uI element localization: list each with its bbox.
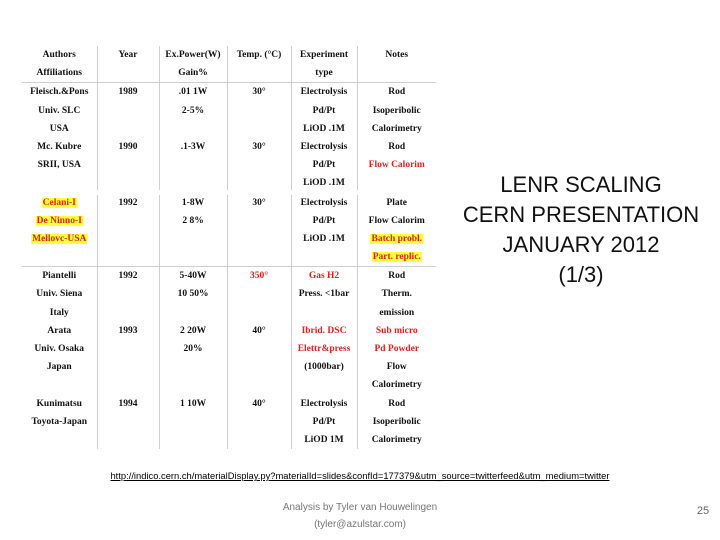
cell-line: Univ. SLC (38, 105, 81, 116)
cell-line: 2 8% (182, 215, 204, 226)
cell-line (228, 304, 291, 322)
cell-line: 20% (183, 344, 203, 354)
title-line-2: CERN PRESENTATION (462, 202, 700, 227)
footer-email: (tyler@azulstar.com) (314, 519, 406, 530)
cell-line: 10 50% (177, 289, 209, 300)
cell-line: Flow Calorim (368, 215, 425, 226)
cell-line: Isoperibolic (372, 416, 421, 427)
cell-line: Electrolysis (300, 141, 348, 152)
footer-credit (255, 499, 465, 533)
cell-line: Gain% (178, 68, 208, 79)
title-line-3: JANUARY 2012 (502, 232, 660, 257)
table-cell (159, 193, 227, 267)
cell-line: Mc. Kubre (37, 141, 82, 152)
cell-line: Calorimetry (371, 434, 422, 445)
cell-line (228, 340, 291, 358)
table-cell (291, 46, 357, 83)
cell-line: 1 10W (179, 398, 207, 409)
cell-line: Experiment (299, 50, 349, 60)
table-row (22, 46, 436, 83)
cell-line: 1994 (118, 398, 138, 409)
cell-line: Arata (47, 325, 72, 336)
cell-line: emission (379, 307, 415, 318)
cell-line (160, 376, 227, 394)
table-cell (291, 267, 357, 449)
cell-line: (1000bar) (304, 362, 344, 373)
table-cell (357, 267, 436, 449)
cell-line: 30° (252, 87, 266, 98)
cell-line (98, 120, 159, 138)
cell-line: LiOD 1M (304, 434, 344, 445)
cell-line: Toyota-Japan (31, 416, 88, 427)
table-row (22, 193, 436, 267)
cell-line: 1992 (118, 271, 138, 282)
cell-line: Pd/Pt (312, 105, 336, 116)
cell-line: 1989 (118, 87, 138, 98)
cell-line: 1992 (118, 197, 138, 208)
cell-line: 1990 (118, 141, 138, 152)
table-row (22, 83, 436, 193)
table-row (22, 267, 436, 449)
cell-line: Elettr&press (297, 344, 351, 354)
table-cell (22, 83, 97, 193)
data-table (22, 46, 436, 449)
cell-line (160, 120, 227, 138)
cell-line: Notes (385, 50, 409, 60)
cell-line: De Ninno-I (36, 215, 82, 226)
source-link[interactable]: http://indico.cern.ch/materialDisplay.py?materialId=slides&confId=177379&utm_source=twitterfeed&utm_medium=twitter (110, 470, 610, 481)
cell-line (98, 102, 159, 120)
cell-line: Affiliations (36, 68, 82, 79)
table-cell (22, 193, 97, 267)
cell-line: 30° (252, 141, 266, 152)
table-cell (97, 46, 159, 83)
cell-line: USA (49, 123, 69, 134)
lenr-data-table (22, 46, 436, 446)
table-cell (97, 193, 159, 267)
cell-line: Electrolysis (300, 87, 348, 98)
cell-line: Electrolysis (300, 197, 348, 208)
page-number: 25 (696, 505, 710, 517)
cell-line: Authors (42, 50, 76, 60)
cell-line: Part. replic. (372, 252, 421, 263)
cell-line: Celani-I (42, 197, 76, 208)
cell-line: Press. <1bar (298, 289, 350, 300)
cell-line: Flow Calorim (368, 160, 425, 171)
cell-line: Pd/Pt (312, 416, 336, 427)
cell-line: 40° (252, 325, 266, 336)
cell-line (98, 376, 159, 394)
cell-line: Pd Powder (374, 344, 420, 354)
table-cell (159, 267, 227, 449)
cell-line (160, 304, 227, 322)
cell-line: Gas H2 (308, 271, 340, 282)
cell-line: Kunimatsu (36, 398, 82, 409)
cell-line: Flow (386, 362, 407, 373)
cell-line (292, 304, 357, 322)
cell-line (98, 304, 159, 322)
table-break (22, 190, 436, 195)
cell-line: Electrolysis (300, 398, 348, 409)
table-cell (291, 83, 357, 193)
footer-author: Analysis by Tyler van Houwelingen (282, 502, 438, 513)
cell-line: Pd/Pt (312, 215, 336, 226)
cell-line: 30° (252, 197, 266, 208)
cell-line: Batch probl. (371, 233, 422, 244)
cell-line (98, 285, 159, 303)
table-cell (357, 193, 436, 267)
table-cell (227, 46, 291, 83)
cell-line (228, 358, 291, 376)
cell-line: 350° (249, 271, 269, 282)
cell-line: Univ. Osaka (34, 344, 85, 354)
table-cell (22, 267, 97, 449)
slide-title (452, 170, 710, 290)
cell-line: 40° (252, 398, 266, 409)
cell-line (160, 358, 227, 376)
cell-line: Plate (386, 197, 408, 208)
cell-line: Univ. Siena (36, 289, 83, 300)
cell-line (292, 376, 357, 394)
cell-line: Rod (388, 141, 406, 152)
cell-line: Rod (388, 398, 406, 409)
cell-line: 1-8W (181, 197, 205, 208)
table-cell (97, 83, 159, 193)
cell-line: 2-5% (181, 105, 205, 116)
cell-line: .01 1W (178, 87, 208, 98)
cell-line: LiOD .1M (303, 233, 345, 244)
cell-line: LiOD .1M (303, 123, 345, 134)
table-cell (159, 46, 227, 83)
table-cell (22, 46, 97, 83)
cell-line: Mellovc-USA (32, 233, 87, 244)
table-cell (357, 83, 436, 193)
cell-line (228, 285, 291, 303)
cell-line: 1993 (118, 325, 138, 336)
cell-line: 2 20W (179, 325, 207, 336)
table-cell (227, 267, 291, 449)
cell-line: .1-3W (180, 141, 206, 152)
table-cell (291, 193, 357, 267)
cell-line: Therm. (381, 289, 412, 300)
cell-line: Temp. (°C) (236, 50, 282, 60)
cell-line: Calorimetry (371, 123, 422, 134)
table-cell (357, 46, 436, 83)
title-line-1: LENR SCALING (500, 172, 662, 197)
cell-line (228, 120, 291, 138)
cell-line: Japan (46, 362, 72, 373)
cell-line: Rod (388, 87, 406, 98)
table-cell (159, 83, 227, 193)
cell-line: Sub micro (375, 325, 418, 336)
cell-line (228, 376, 291, 394)
cell-line (228, 102, 291, 120)
cell-line: Year (118, 50, 138, 60)
cell-line: Piantelli (42, 271, 77, 282)
title-line-4: (1/3) (558, 262, 604, 287)
cell-line (98, 340, 159, 358)
cell-line: Calorimetry (371, 380, 422, 391)
table-cell (227, 193, 291, 267)
cell-line: 5-40W (179, 271, 207, 282)
cell-line: Rod (388, 271, 406, 282)
cell-line: Fleisch.&Pons (30, 87, 89, 98)
cell-line (22, 376, 97, 394)
cell-line: Italy (49, 307, 69, 318)
cell-line: LiOD .1M (303, 178, 345, 189)
cell-line (98, 358, 159, 376)
cell-line: Ex.Power(W) (165, 50, 221, 60)
table-cell (97, 267, 159, 449)
cell-line: Isoperibolic (372, 105, 421, 116)
table-cell (227, 83, 291, 193)
cell-line: type (315, 68, 333, 79)
cell-line: Ibrid. DSC (301, 325, 347, 336)
cell-line: Pd/Pt (312, 160, 336, 171)
cell-line: SRII, USA (37, 160, 81, 171)
